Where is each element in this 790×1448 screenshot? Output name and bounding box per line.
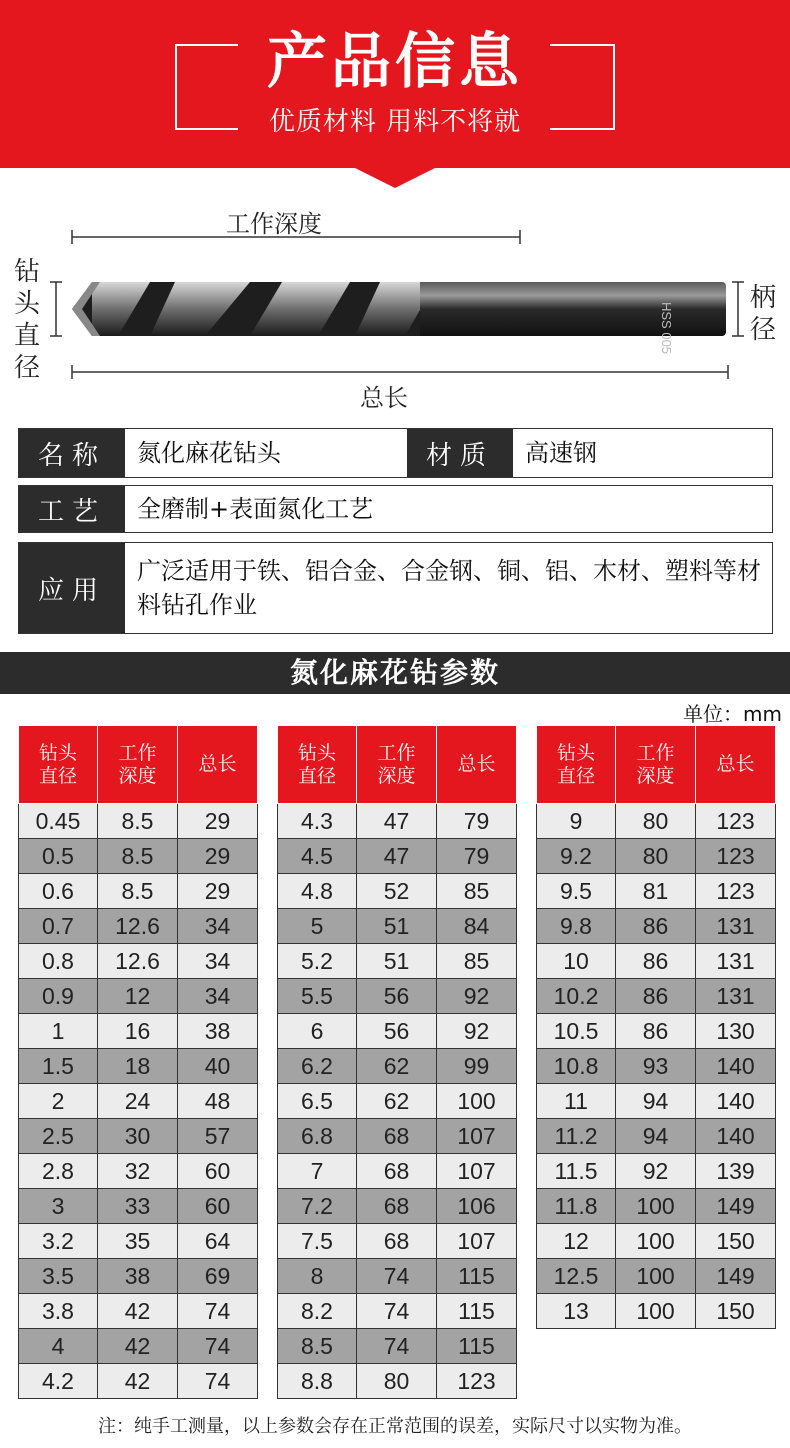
table-cell: 79 bbox=[437, 804, 517, 839]
table-row bbox=[278, 1364, 517, 1399]
table-cell: 8 bbox=[278, 1259, 357, 1294]
param-table-2 bbox=[277, 725, 517, 1399]
footnote: 注：纯手工测量，以上参数会存在正常范围的误差，实际尺寸以实物为准。 bbox=[98, 1416, 692, 1437]
table-cell: 81 bbox=[616, 874, 696, 909]
info-row-name bbox=[18, 428, 773, 478]
table-cell: 7 bbox=[278, 1154, 357, 1189]
table-row bbox=[278, 979, 517, 1014]
table-header-row bbox=[278, 726, 517, 804]
table-row bbox=[278, 1259, 517, 1294]
table-cell: 18 bbox=[98, 1049, 178, 1084]
table-cell: 8.2 bbox=[278, 1294, 357, 1329]
table-cell: 64 bbox=[178, 1224, 258, 1259]
table-cell: 149 bbox=[696, 1189, 776, 1224]
table-cell: 92 bbox=[437, 979, 517, 1014]
table-row bbox=[19, 874, 258, 909]
table-row bbox=[19, 1014, 258, 1049]
table-cell: 3.2 bbox=[19, 1224, 98, 1259]
table-cell: 62 bbox=[357, 1049, 437, 1084]
table-cell: 69 bbox=[178, 1259, 258, 1294]
table-row bbox=[537, 1119, 776, 1154]
table-cell: 2.8 bbox=[19, 1154, 98, 1189]
table-cell: 12.6 bbox=[98, 909, 178, 944]
table-cell: 60 bbox=[178, 1154, 258, 1189]
table-row bbox=[537, 909, 776, 944]
table-row bbox=[537, 1224, 776, 1259]
table-cell: 123 bbox=[696, 874, 776, 909]
table-cell: 8.5 bbox=[278, 1329, 357, 1364]
table-cell: 48 bbox=[178, 1084, 258, 1119]
table-cell: 5.2 bbox=[278, 944, 357, 979]
table-cell: 35 bbox=[98, 1224, 178, 1259]
param-table-1 bbox=[18, 725, 258, 1399]
table-cell: 74 bbox=[357, 1294, 437, 1329]
table-cell: 6.8 bbox=[278, 1119, 357, 1154]
table-cell: 80 bbox=[616, 804, 696, 839]
table-cell: 34 bbox=[178, 979, 258, 1014]
table-row bbox=[19, 1259, 258, 1294]
table-row bbox=[537, 979, 776, 1014]
table-cell: 12.5 bbox=[537, 1259, 616, 1294]
table-cell: 8.8 bbox=[278, 1364, 357, 1399]
table-row bbox=[19, 944, 258, 979]
table-row bbox=[19, 909, 258, 944]
param-table-3 bbox=[536, 725, 776, 1329]
column-header: 总长 bbox=[178, 726, 258, 804]
table-cell: 33 bbox=[98, 1189, 178, 1224]
table-cell: 4.8 bbox=[278, 874, 357, 909]
table-cell: 13 bbox=[537, 1294, 616, 1329]
column-header: 钻头直径 bbox=[278, 726, 357, 804]
table-cell: 80 bbox=[616, 839, 696, 874]
table-row bbox=[278, 1224, 517, 1259]
table-cell: 74 bbox=[178, 1294, 258, 1329]
table-row bbox=[537, 1014, 776, 1049]
table-cell: 11.2 bbox=[537, 1119, 616, 1154]
table-row bbox=[19, 1049, 258, 1084]
table-row bbox=[19, 979, 258, 1014]
table-cell: 130 bbox=[696, 1014, 776, 1049]
table-cell: 115 bbox=[437, 1259, 517, 1294]
table-cell: 86 bbox=[616, 909, 696, 944]
table-cell: 80 bbox=[357, 1364, 437, 1399]
table-cell: 140 bbox=[696, 1084, 776, 1119]
table-cell: 5.5 bbox=[278, 979, 357, 1014]
table-row bbox=[19, 1084, 258, 1119]
table-cell: 30 bbox=[98, 1119, 178, 1154]
table-cell: 60 bbox=[178, 1189, 258, 1224]
table-cell: 29 bbox=[178, 874, 258, 909]
drill-diagram bbox=[0, 190, 790, 420]
table-cell: 10.2 bbox=[537, 979, 616, 1014]
table-cell: 3 bbox=[19, 1189, 98, 1224]
column-header: 总长 bbox=[437, 726, 517, 804]
table-cell: 150 bbox=[696, 1294, 776, 1329]
table-cell: 56 bbox=[357, 979, 437, 1014]
table-row bbox=[537, 1259, 776, 1294]
info-value-name: 氮化麻花钻头 bbox=[137, 439, 281, 467]
table-cell: 9 bbox=[537, 804, 616, 839]
table-cell: 0.5 bbox=[19, 839, 98, 874]
table-cell: 29 bbox=[178, 839, 258, 874]
table-cell: 74 bbox=[357, 1329, 437, 1364]
table-cell: 74 bbox=[178, 1364, 258, 1399]
table-cell: 57 bbox=[178, 1119, 258, 1154]
table-cell: 12 bbox=[537, 1224, 616, 1259]
table-cell: 86 bbox=[616, 979, 696, 1014]
table-cell: 38 bbox=[178, 1014, 258, 1049]
table-cell: 131 bbox=[696, 979, 776, 1014]
table-cell: 94 bbox=[616, 1119, 696, 1154]
table-row bbox=[278, 1049, 517, 1084]
table-row bbox=[19, 804, 258, 839]
table-cell: 10 bbox=[537, 944, 616, 979]
page-subtitle: 优质材料 用料不将就 bbox=[268, 107, 522, 137]
table-cell: 2.5 bbox=[19, 1119, 98, 1154]
table-cell: 74 bbox=[178, 1329, 258, 1364]
table-row bbox=[537, 944, 776, 979]
table-cell: 11 bbox=[537, 1084, 616, 1119]
column-header: 钻头直径 bbox=[537, 726, 616, 804]
total-length-label: 总长 bbox=[360, 384, 408, 412]
table-row bbox=[19, 1154, 258, 1189]
table-header-row bbox=[537, 726, 776, 804]
table-row bbox=[278, 1084, 517, 1119]
table-cell: 47 bbox=[357, 804, 437, 839]
table-row bbox=[278, 839, 517, 874]
table-cell: 6 bbox=[278, 1014, 357, 1049]
info-row-usage bbox=[18, 542, 773, 634]
table-cell: 32 bbox=[98, 1154, 178, 1189]
table-cell: 0.8 bbox=[19, 944, 98, 979]
table-cell: 16 bbox=[98, 1014, 178, 1049]
table-cell: 0.45 bbox=[19, 804, 98, 839]
table-row bbox=[278, 1014, 517, 1049]
table-cell: 68 bbox=[357, 1154, 437, 1189]
table-cell: 107 bbox=[437, 1119, 517, 1154]
table-row bbox=[537, 1084, 776, 1119]
table-row bbox=[19, 1189, 258, 1224]
table-cell: 8.5 bbox=[98, 839, 178, 874]
table-cell: 74 bbox=[357, 1259, 437, 1294]
info-row-process bbox=[18, 485, 773, 533]
table-cell: 4 bbox=[19, 1329, 98, 1364]
table-cell: 7.2 bbox=[278, 1189, 357, 1224]
drill-bit-svg bbox=[0, 190, 790, 420]
table-row bbox=[278, 1119, 517, 1154]
table-cell: 92 bbox=[616, 1154, 696, 1189]
table-row bbox=[278, 1294, 517, 1329]
table-cell: 34 bbox=[178, 944, 258, 979]
table-cell: 100 bbox=[616, 1224, 696, 1259]
table-cell: 9.5 bbox=[537, 874, 616, 909]
table-cell: 62 bbox=[357, 1084, 437, 1119]
table-row bbox=[537, 874, 776, 909]
table-cell: 12.6 bbox=[98, 944, 178, 979]
table-cell: 139 bbox=[696, 1154, 776, 1189]
table-cell: 131 bbox=[696, 944, 776, 979]
table-cell: 1 bbox=[19, 1014, 98, 1049]
table-cell: 84 bbox=[437, 909, 517, 944]
table-cell: 123 bbox=[696, 804, 776, 839]
table-cell: 5 bbox=[278, 909, 357, 944]
table-cell: 123 bbox=[437, 1364, 517, 1399]
table-cell: 6.5 bbox=[278, 1084, 357, 1119]
table-cell: 12 bbox=[98, 979, 178, 1014]
info-key-material: 材质 bbox=[407, 429, 513, 477]
table-row bbox=[278, 804, 517, 839]
table-row bbox=[278, 1329, 517, 1364]
table-cell: 3.8 bbox=[19, 1294, 98, 1329]
drill-shank bbox=[410, 282, 726, 336]
table-cell: 47 bbox=[357, 839, 437, 874]
table-row bbox=[19, 1224, 258, 1259]
banner-notch bbox=[355, 168, 435, 188]
table-cell: 29 bbox=[178, 804, 258, 839]
table-cell: 92 bbox=[437, 1014, 517, 1049]
page-title: 产品信息 bbox=[267, 27, 523, 97]
table-row bbox=[19, 1329, 258, 1364]
table-row bbox=[278, 909, 517, 944]
table-cell: 68 bbox=[357, 1224, 437, 1259]
table-cell: 51 bbox=[357, 944, 437, 979]
table-row bbox=[537, 1154, 776, 1189]
table-cell: 6.2 bbox=[278, 1049, 357, 1084]
table-row bbox=[19, 1119, 258, 1154]
table-cell: 123 bbox=[696, 839, 776, 874]
bit-diameter-text: 钻头直径 bbox=[13, 257, 40, 383]
table-cell: 8.5 bbox=[98, 874, 178, 909]
table-row bbox=[537, 1189, 776, 1224]
stamp-text: HSS 005 bbox=[659, 302, 674, 355]
unit-label: 单位：mm bbox=[683, 702, 782, 726]
table-row bbox=[278, 1189, 517, 1224]
table-cell: 9.8 bbox=[537, 909, 616, 944]
table-cell: 99 bbox=[437, 1049, 517, 1084]
column-header: 工作深度 bbox=[357, 726, 437, 804]
table-cell: 85 bbox=[437, 944, 517, 979]
table-cell: 100 bbox=[437, 1084, 517, 1119]
table-cell: 40 bbox=[178, 1049, 258, 1084]
table-cell: 100 bbox=[616, 1259, 696, 1294]
table-cell: 93 bbox=[616, 1049, 696, 1084]
table-cell: 140 bbox=[696, 1119, 776, 1154]
table-cell: 106 bbox=[437, 1189, 517, 1224]
table-cell: 79 bbox=[437, 839, 517, 874]
table-cell: 4.2 bbox=[19, 1364, 98, 1399]
table-cell: 100 bbox=[616, 1189, 696, 1224]
column-header: 钻头直径 bbox=[19, 726, 98, 804]
table-row bbox=[19, 1294, 258, 1329]
info-key-usage: 应用 bbox=[19, 543, 125, 633]
column-header: 总长 bbox=[696, 726, 776, 804]
table-cell: 0.6 bbox=[19, 874, 98, 909]
table-cell: 4.5 bbox=[278, 839, 357, 874]
table-cell: 68 bbox=[357, 1189, 437, 1224]
table-cell: 51 bbox=[357, 909, 437, 944]
table-row bbox=[19, 839, 258, 874]
table-cell: 9.2 bbox=[537, 839, 616, 874]
table-cell: 86 bbox=[616, 1014, 696, 1049]
table-cell: 86 bbox=[616, 944, 696, 979]
table-cell: 115 bbox=[437, 1329, 517, 1364]
work-depth-label: 工作深度 bbox=[226, 210, 322, 238]
table-cell: 107 bbox=[437, 1224, 517, 1259]
table-cell: 56 bbox=[357, 1014, 437, 1049]
table-row bbox=[537, 1294, 776, 1329]
table-cell: 115 bbox=[437, 1294, 517, 1329]
table-cell: 100 bbox=[616, 1294, 696, 1329]
table-cell: 11.8 bbox=[537, 1189, 616, 1224]
table-cell: 10.5 bbox=[537, 1014, 616, 1049]
info-value-material: 高速钢 bbox=[525, 439, 597, 467]
table-cell: 131 bbox=[696, 909, 776, 944]
table-cell: 0.7 bbox=[19, 909, 98, 944]
table-cell: 2 bbox=[19, 1084, 98, 1119]
table-cell: 150 bbox=[696, 1224, 776, 1259]
table-cell: 52 bbox=[357, 874, 437, 909]
params-title: 氮化麻花钻参数 bbox=[0, 652, 790, 694]
table-cell: 0.9 bbox=[19, 979, 98, 1014]
table-cell: 140 bbox=[696, 1049, 776, 1084]
table-header-row bbox=[19, 726, 258, 804]
info-key-process: 工艺 bbox=[19, 486, 125, 532]
column-header: 工作深度 bbox=[616, 726, 696, 804]
table-cell: 11.5 bbox=[537, 1154, 616, 1189]
info-value-usage: 广泛适用于铁、铝合金、合金钢、铜、铝、木材、塑料等材料钻孔作业 bbox=[137, 557, 761, 619]
table-row bbox=[19, 1364, 258, 1399]
table-row bbox=[537, 839, 776, 874]
table-cell: 38 bbox=[98, 1259, 178, 1294]
table-cell: 94 bbox=[616, 1084, 696, 1119]
table-cell: 24 bbox=[98, 1084, 178, 1119]
table-row bbox=[537, 804, 776, 839]
table-cell: 42 bbox=[98, 1294, 178, 1329]
column-header: 工作深度 bbox=[98, 726, 178, 804]
table-cell: 1.5 bbox=[19, 1049, 98, 1084]
table-cell: 42 bbox=[98, 1329, 178, 1364]
table-row bbox=[537, 1049, 776, 1084]
table-cell: 68 bbox=[357, 1119, 437, 1154]
table-cell: 107 bbox=[437, 1154, 517, 1189]
table-cell: 42 bbox=[98, 1364, 178, 1399]
table-row bbox=[278, 874, 517, 909]
table-cell: 3.5 bbox=[19, 1259, 98, 1294]
info-key-name: 名称 bbox=[19, 429, 125, 477]
shank-text: 柄径 bbox=[749, 283, 776, 345]
table-cell: 10.8 bbox=[537, 1049, 616, 1084]
table-cell: 34 bbox=[178, 909, 258, 944]
table-row bbox=[278, 944, 517, 979]
table-cell: 85 bbox=[437, 874, 517, 909]
table-row bbox=[278, 1154, 517, 1189]
info-value-process: 全磨制+表面氮化工艺 bbox=[137, 495, 374, 523]
table-cell: 8.5 bbox=[98, 804, 178, 839]
table-cell: 149 bbox=[696, 1259, 776, 1294]
table-cell: 7.5 bbox=[278, 1224, 357, 1259]
table-cell: 4.3 bbox=[278, 804, 357, 839]
